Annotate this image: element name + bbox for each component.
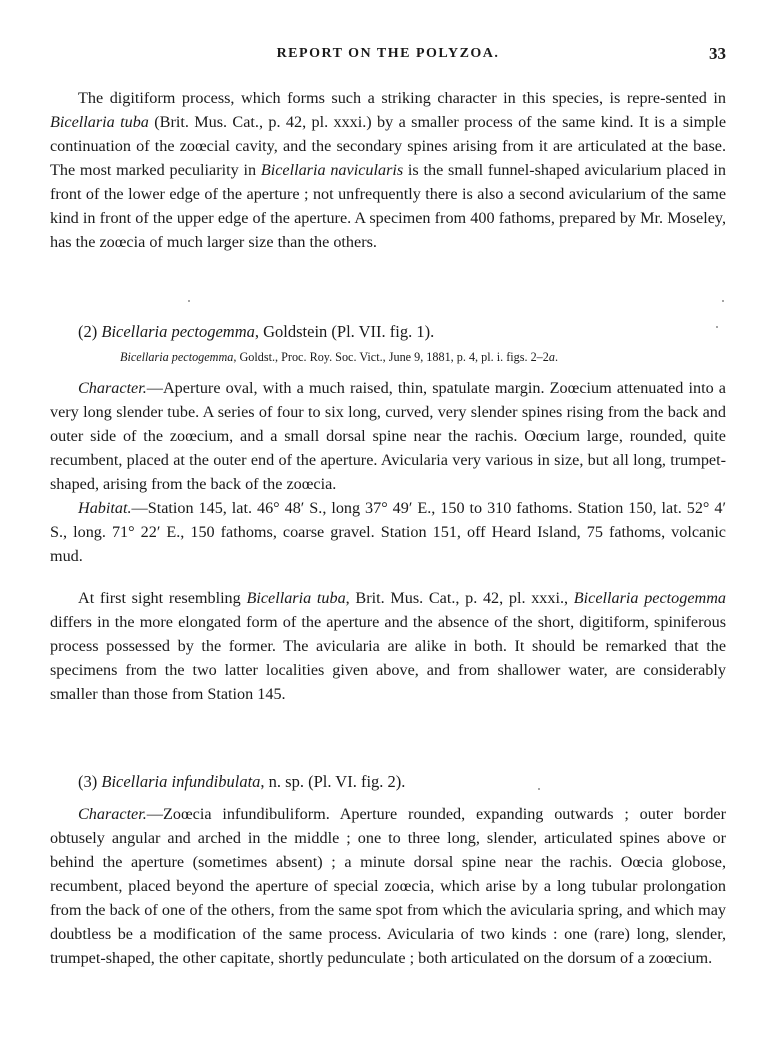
habitat-label: Habitat. xyxy=(78,499,132,517)
scan-speck xyxy=(722,300,724,302)
species-3-name: Bicellaria infundibulata xyxy=(101,772,261,791)
species-3-character: Character.—Zoœcia infundibuliform. Aperture rounded, expanding outwards ; outer border obtusely angular and arched in the middle ; one to three long, slender, articulated spines above or behind the aperture (sometimes absent) ; a minute dorsal spine near the rachis. Oœcia globose, recumbent, placed beyond the aperture of special zoœcia, which arise by a long tubular prolongation from the back of one of the others, from the same spot from which the avicularia spring, and which may doubtless be a modification of the same process. Avicularia of two kinds : one (rare) long, slender, trumpet-shaped, the other capitate, shortly pedunculate ; both articulated on the dorsum of a zoœcium. xyxy=(50,805,726,967)
intro-section xyxy=(50,86,726,254)
scan-speck xyxy=(188,300,190,302)
character-label: Character. xyxy=(78,379,147,397)
species-2-name: Bicellaria pectogemma xyxy=(101,322,255,341)
page xyxy=(50,0,726,1050)
taxon-name: Bicellaria navicularis xyxy=(260,161,404,179)
species-2-character: Character.—Aperture oval, with a much raised, thin, spatulate margin. Zoœcium attenuated into a very long slender tube. A series of four to six long, curved, very slender spines rising from the back and outer side of the zoœcium, and a small dorsal spine near the rachis. Oœcium large, rounded, quite recumbent, placed at the outer end of the aperture. Avicularia very various in size, but all long, trumpet-shaped, arising from the back of the zoœcia. xyxy=(50,379,726,493)
species-2-habitat: Habitat.—Station 145, lat. 46° 48′ S., long 37° 49′ E., 150 to 310 fathoms. Station 150, lat. 52° 4′ S., long. 71° 22′ E., 150 fathoms, coarse gravel. Station 151, off Heard Island, 75 fathoms, volcanic mud. xyxy=(50,499,726,565)
running-title: REPORT ON THE POLYZOA. xyxy=(276,46,500,61)
species-3-heading: (3) Bicellaria infundibulata, n. sp. (Pl. VI. fig. 2). xyxy=(78,772,406,791)
page-header xyxy=(50,44,726,64)
species-3-section xyxy=(50,770,726,970)
scan-speck xyxy=(716,326,718,328)
intro-paragraph: The digitiform process, which forms such a striking character in this species, is repre-sented in Bicellaria tuba (Brit. Mus. Cat., p. 42, pl. xxxi.) by a smaller process of the same kind. It is a simple continuation of the zoœcial cavity, and the secondary spines arising from it are articulated at the base. The most marked peculiarity in Bicellaria navicularis is the small funnel-shaped avicularium placed in front of the lower edge of the aperture ; not unfrequently there is also a second avicularium of the same kind in front of the upper edge of the aperture. A specimen from 400 fathoms, prepared by Mr. Moseley, has the zoœcia of much larger size than the others. xyxy=(50,89,727,251)
species-2-remark: At first sight resembling Bicellaria tuba, Brit. Mus. Cat., p. 42, pl. xxxi., Bicellaria pectogemma differs in the more elongated form of the aperture and the absence of the short, digitiform, spiniferous process possessed by the former. The avicularia are alike in both. It should be remarked that the specimens from the two latter localities given above, and from shallower water, are considerably smaller than those from Station 145. xyxy=(50,589,727,703)
character-label: Character. xyxy=(78,805,147,823)
taxon-name: Bicellaria tuba xyxy=(50,113,149,131)
page-number: 33 xyxy=(709,44,726,63)
species-2-heading: (2) Bicellaria pectogemma, Goldstein (Pl. VII. fig. 1). xyxy=(78,322,435,341)
scan-speck xyxy=(538,788,540,790)
species-2-citation: Bicellaria pectogemma, Goldst., Proc. Roy. Soc. Vict., June 9, 1881, p. 4, pl. i. figs. 2–2a. xyxy=(120,350,558,364)
species-2-section xyxy=(50,320,726,706)
